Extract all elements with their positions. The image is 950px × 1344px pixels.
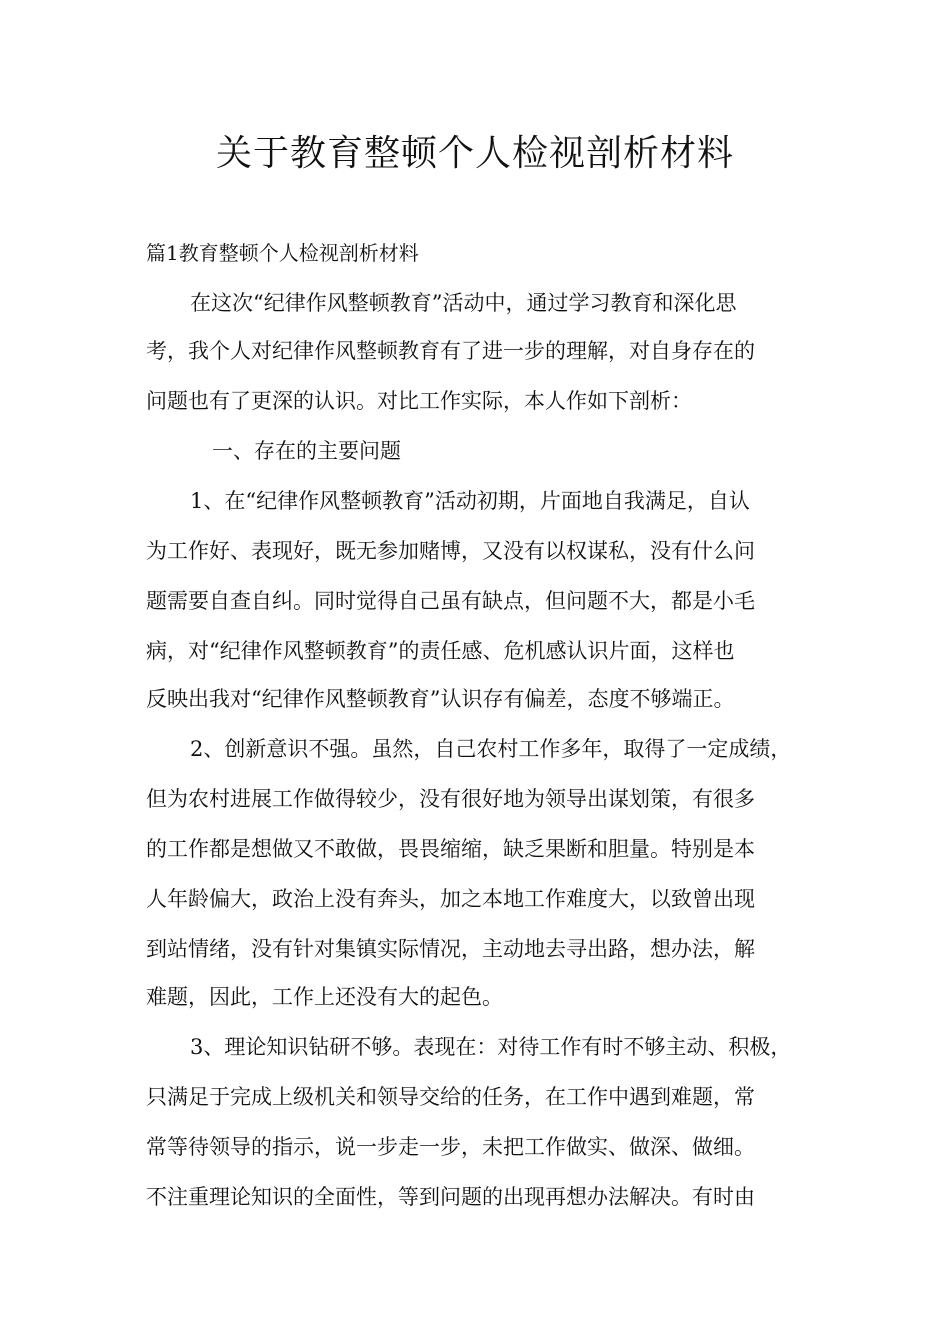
- paragraph-line: 2、创新意识不强。虽然，自己农村工作多年，取得了一定成绩，: [190, 737, 792, 761]
- section-title: 篇1教育整顿个人检视剖析材料: [146, 241, 419, 265]
- paragraph-line: 但为农村进展工作做得较少，没有很好地为领导出谋划策，有很多: [146, 787, 755, 811]
- paragraph-line: 考，我个人对纪律作风整顿教育有了进一步的理解，对自身存在的: [146, 339, 755, 363]
- paragraph-line: 难题，因此，工作上还没有大的起色。: [146, 985, 503, 1009]
- subheading: 一、存在的主要问题: [212, 439, 401, 463]
- paragraph-line: 3、理论知识钻研不够。表现在：对待工作有时不够主动、积极，: [190, 1035, 792, 1059]
- paragraph-line: 题需要自查自纠。同时觉得自己虽有缺点，但问题不大，都是小毛: [146, 589, 755, 613]
- paragraph-line: 在这次“纪律作风整顿教育”活动中，通过学习教育和深化思: [190, 291, 737, 315]
- paragraph-line: 的工作都是想做又不敢做，畏畏缩缩，缺乏果断和胆量。特别是本: [146, 837, 755, 861]
- paragraph-line: 人年龄偏大，政治上没有奔头，加之本地工作难度大，以致曾出现: [146, 887, 755, 911]
- paragraph-line: 1、在“纪律作风整顿教育”活动初期，片面地自我满足，自认: [190, 489, 750, 513]
- paragraph-line: 常等待领导的指示，说一步走一步，未把工作做实、做深、做细。: [146, 1135, 755, 1159]
- paragraph-line: 不注重理论知识的全面性，等到问题的出现再想办法解决。有时由: [146, 1185, 755, 1209]
- paragraph-line: 病，对“纪律作风整顿教育”的责任感、危机感认识片面，这样也: [146, 639, 735, 663]
- paragraph-line: 为工作好、表现好，既无参加赌博，又没有以权谋私，没有什么问: [146, 539, 755, 563]
- paragraph-line: 反映出我对“纪律作风整顿教育”认识存有偏差，态度不够端正。: [146, 687, 735, 711]
- paragraph-line: 问题也有了更深的认识。对比工作实际，本人作如下剖析：: [146, 389, 692, 413]
- paragraph-line: 到站情绪，没有针对集镇实际情况，主动地去寻出路，想办法，解: [146, 937, 755, 961]
- document-title: 关于教育整顿个人检视剖析材料: [215, 133, 734, 174]
- paragraph-line: 只满足于完成上级机关和领导交给的任务，在工作中遇到难题，常: [146, 1085, 755, 1109]
